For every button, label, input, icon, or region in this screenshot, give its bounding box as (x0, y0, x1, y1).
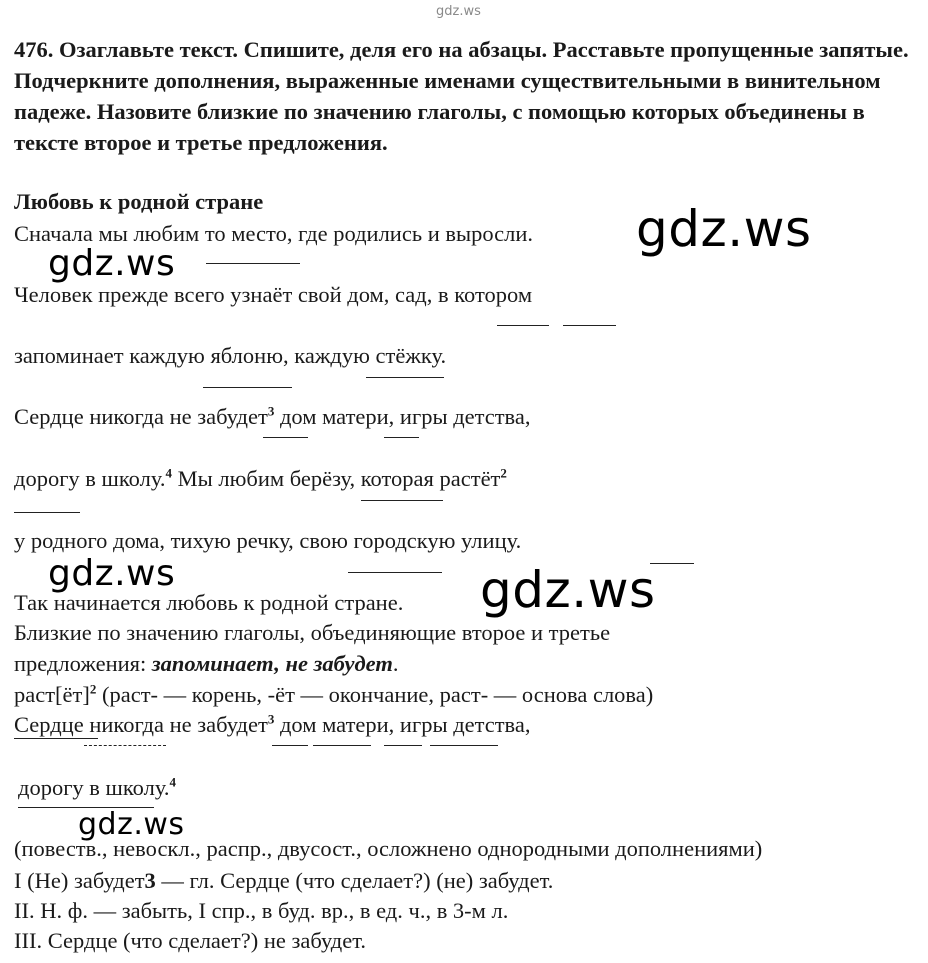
underline-mark (384, 437, 419, 438)
text-line-7: Так начинается любовь к родной стране. (14, 590, 404, 615)
underline-mark (497, 325, 549, 326)
superscript: 3 (267, 711, 275, 727)
superscript: 2 (500, 465, 507, 481)
answer-prefix: предложения: (14, 651, 152, 676)
morpheme-explanation: (раст- — корень, -ёт — окончание, раст- — основа слова) (96, 682, 654, 707)
superscript: 3 (267, 403, 275, 419)
underline-mark (203, 387, 292, 388)
parse-line-2 (18, 775, 176, 801)
underline-mark (384, 745, 422, 746)
watermark-logo: gdz.ws (636, 200, 812, 258)
parse-point-1-part-b: — гл. Сердце (что сделает?) (не) забудет. (155, 868, 554, 893)
watermark-logo: gdz.ws (48, 553, 176, 594)
watermark-top: gdz.ws (436, 4, 481, 19)
morpheme-analysis (14, 682, 653, 708)
underline-mark (263, 437, 308, 438)
answer-line-2 (14, 651, 398, 677)
underline-mark (272, 745, 308, 746)
underline-mark (430, 745, 498, 746)
subject-underline (14, 738, 98, 739)
text-line-5-part-b: Мы любим берёзу, которая растёт (171, 466, 501, 491)
sentence-characteristic: (повеств., невоскл., распр., двусост., осложнено однородными дополнениями) (14, 836, 763, 861)
superscript: 4 (169, 774, 176, 790)
text-title: Любовь к родной стране (14, 189, 264, 214)
parse-line-1-part-b: дом матери, игры детства, (274, 712, 531, 737)
adverbial-underline (84, 745, 166, 746)
answer-verbs: запоминает, не забудет (151, 651, 393, 676)
parse-point-3: III. Сердце (что сделает?) не забудет. (14, 928, 366, 953)
parse-point-2: II. Н. ф. — забыть, I спр., в буд. вр., в ед. ч., в 3-м л. (14, 898, 509, 923)
text-line-3: запоминает каждую яблоню, каждую стёжку. (14, 343, 447, 368)
text-line-4 (14, 404, 531, 430)
underline-mark (206, 263, 300, 264)
watermark-logo: gdz.ws (48, 243, 176, 284)
watermark-logo: gdz.ws (480, 561, 656, 619)
parse-point-1-number: 3 (144, 868, 156, 893)
text-line-1: Сначала мы любим то место, где родились и выросли. (14, 221, 534, 246)
superscript: 4 (165, 465, 172, 481)
underline-mark (348, 572, 442, 573)
parse-line-1 (14, 712, 531, 738)
superscript: 2 (89, 681, 97, 697)
parse-line-1-part-a: Сердце никогда не забудет (14, 712, 268, 737)
text-line-4-part-a: Сердце никогда не забудет (14, 404, 268, 429)
watermark-logo: gdz.ws (78, 807, 185, 842)
parse-point-1 (14, 868, 553, 894)
parse-line-2-text: дорогу в школу. (18, 775, 170, 800)
morpheme-word: раст[ёт] (14, 682, 90, 707)
underline-mark (14, 512, 80, 513)
answer-line-1: Близкие по значению глаголы, объединяющие второе и третье (14, 620, 611, 645)
underline-mark (650, 563, 694, 564)
task-instructions: 476. Озаглавьте текст. Спишите, деля его на абзацы. Расставьте пропущенные запятые. Подчеркните дополнения, выраженные именами существительными в винительном падеже. Назовите близкие по значению глаголы, с помощью которых объединены в тексте второе и третье предложения. (14, 37, 909, 155)
text-line-5-part-a: дорогу в школу. (14, 466, 166, 491)
text-line-6: у родного дома, тихую речку, свою городскую улицу. (14, 528, 522, 553)
text-line-5 (14, 466, 507, 492)
text-line-2: Человек прежде всего узнаёт свой дом, сад, в котором (14, 282, 533, 307)
text-line-4-part-b: дом матери, игры детства, (274, 404, 531, 429)
underline-mark (366, 377, 444, 378)
answer-suffix: . (392, 651, 399, 676)
underline-mark (563, 325, 616, 326)
underline-mark (361, 500, 443, 501)
underline-mark (313, 745, 371, 746)
parse-point-1-part-a: I (Не) забудет (14, 868, 145, 893)
